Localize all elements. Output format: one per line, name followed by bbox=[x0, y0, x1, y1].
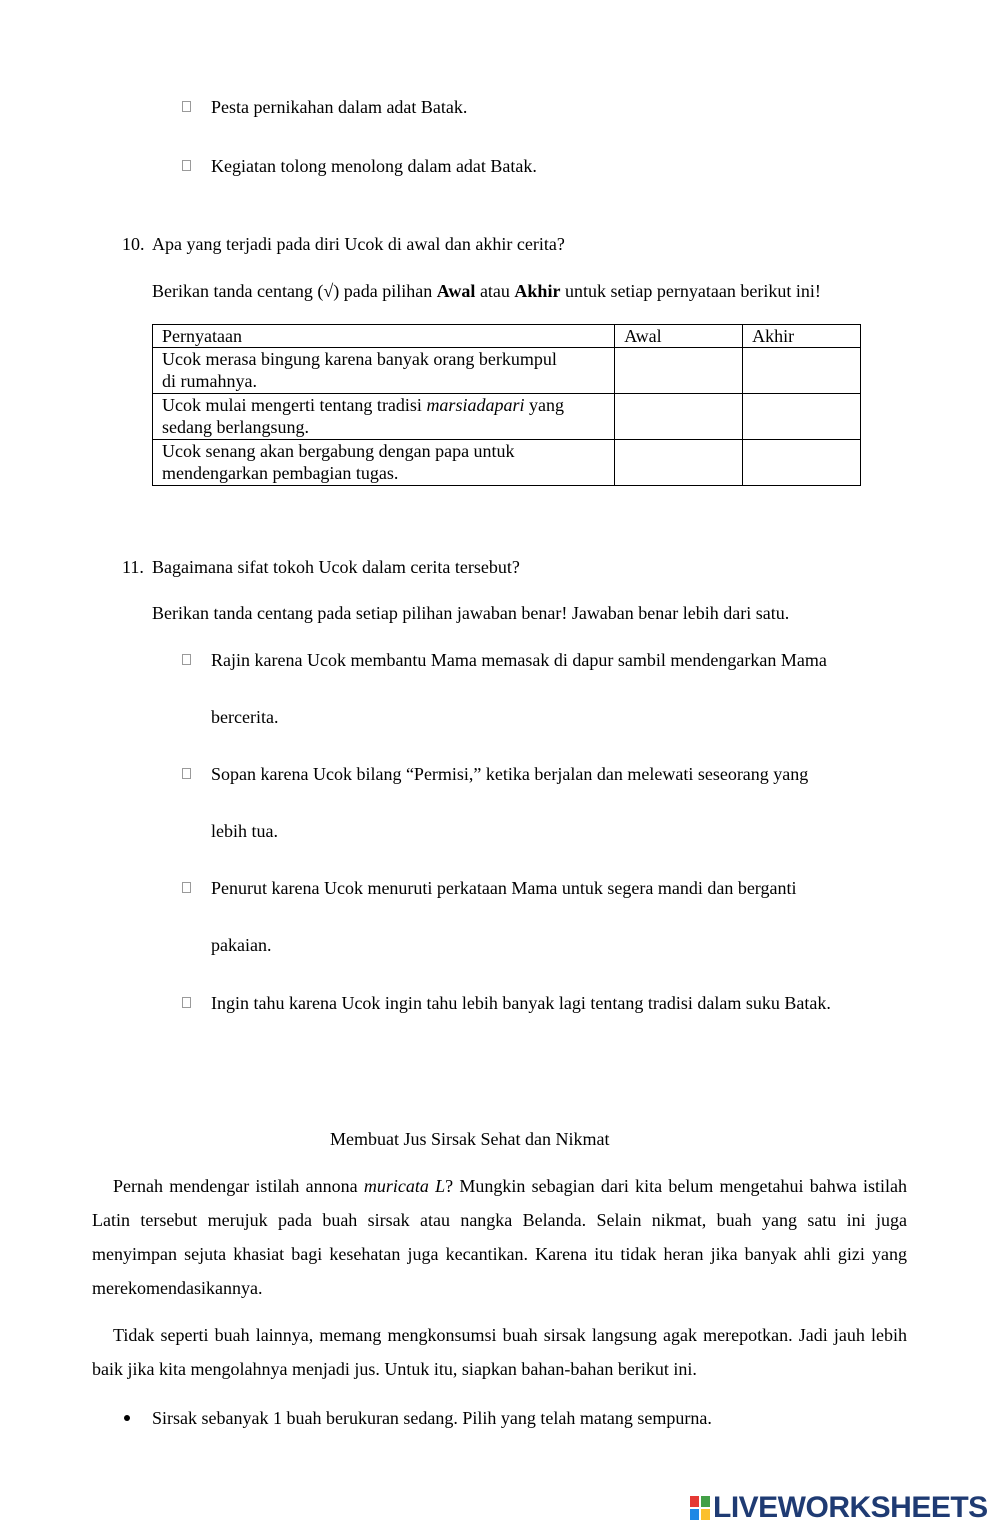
checkbox[interactable] bbox=[182, 997, 191, 1008]
option-text: Sopan karena Ucok bilang “Permisi,” ketika berjalan dan melewati seseorang yang bbox=[211, 764, 809, 784]
option-text: Kegiatan tolong menolong dalam adat Batak. bbox=[211, 156, 537, 176]
checkbox[interactable] bbox=[182, 768, 191, 779]
article-paragraph: Tidak seperti buah lainnya, memang mengkonsumsi buah sirsak langsung agak merepotkan. Jadi jauh lebih baik jika kita mengolahnya menjadi jus. Untuk itu, siapkan bahan-bahan berikut ini. bbox=[92, 1325, 907, 1379]
article-title: Membuat Jus Sirsak Sehat dan Nikmat bbox=[330, 1129, 610, 1149]
article-paragraph: Pernah mendengar istilah annona muricata L? Mungkin sebagian dari kita belum mengetahui bahwa istilah Latin tersebut merujuk pada buah sirsak atau nangka Belanda. Selain nikmat, buah yang satu ini juga menyimpan sejuta khasiat bagi kesehatan juga kecantikan. Karena itu tidak heran jika banyak ahli gizi yang merekomendasikannya. bbox=[92, 1176, 907, 1298]
question-instruction: Berikan tanda centang pada setiap pilihan jawaban benar! Jawaban benar lebih dari satu. bbox=[152, 603, 790, 623]
table-row bbox=[153, 394, 861, 440]
question-text: Bagaimana sifat tokoh Ucok dalam cerita tersebut? bbox=[152, 557, 520, 577]
option-text-continued: lebih tua. bbox=[211, 821, 278, 841]
watermark-text: LIVEWORKSHEETS bbox=[713, 1491, 988, 1524]
akhir-answer-cell[interactable] bbox=[743, 348, 861, 394]
question-number: 11. bbox=[122, 557, 144, 577]
statement-cell: Ucok merasa bingung karena banyak orang berkumpul di rumahnya. bbox=[153, 348, 615, 394]
statement-cell: Ucok senang akan bergabung dengan papa untuk mendengarkan pembagian tugas. bbox=[153, 440, 615, 486]
table-header: Pernyataan bbox=[153, 325, 615, 348]
table-header: Akhir bbox=[743, 325, 861, 348]
awal-answer-cell[interactable] bbox=[615, 440, 743, 486]
checkbox[interactable] bbox=[182, 654, 191, 665]
statement-cell: Ucok mulai mengerti tentang tradisi marsiadapari yang sedang berlangsung. bbox=[153, 394, 615, 440]
checkbox[interactable] bbox=[182, 882, 191, 893]
akhir-answer-cell[interactable] bbox=[743, 440, 861, 486]
list-item: Sirsak sebanyak 1 buah berukuran sedang. Pilih yang telah matang sempurna. bbox=[152, 1408, 712, 1428]
option-text-continued: bercerita. bbox=[211, 707, 279, 727]
option-text: Ingin tahu karena Ucok ingin tahu lebih banyak lagi tentang tradisi dalam suku Batak. bbox=[211, 993, 831, 1013]
table-header-row bbox=[153, 325, 861, 348]
option-text: Penurut karena Ucok menuruti perkataan Mama untuk segera mandi dan berganti bbox=[211, 878, 797, 898]
statement-table bbox=[152, 324, 861, 486]
akhir-answer-cell[interactable] bbox=[743, 394, 861, 440]
option-text: Pesta pernikahan dalam adat Batak. bbox=[211, 97, 468, 117]
question-instruction: Berikan tanda centang (√) pada pilihan Awal atau Akhir untuk setiap pernyataan berikut ini! bbox=[152, 281, 821, 301]
question-text: Apa yang terjadi pada diri Ucok di awal dan akhir cerita? bbox=[152, 234, 565, 254]
checkbox[interactable] bbox=[182, 160, 191, 171]
liveworksheets-mark-icon bbox=[690, 1496, 710, 1520]
liveworksheets-logo bbox=[690, 1492, 988, 1524]
option-text-continued: pakaian. bbox=[211, 935, 272, 955]
bullet-dot bbox=[124, 1415, 130, 1421]
option-text: Rajin karena Ucok membantu Mama memasak di dapur sambil mendengarkan Mama bbox=[211, 650, 827, 670]
table-header: Awal bbox=[615, 325, 743, 348]
table-row bbox=[153, 440, 861, 486]
awal-answer-cell[interactable] bbox=[615, 348, 743, 394]
question-number: 10. bbox=[122, 234, 145, 254]
checkbox[interactable] bbox=[182, 101, 191, 112]
table-row bbox=[153, 348, 861, 394]
awal-answer-cell[interactable] bbox=[615, 394, 743, 440]
